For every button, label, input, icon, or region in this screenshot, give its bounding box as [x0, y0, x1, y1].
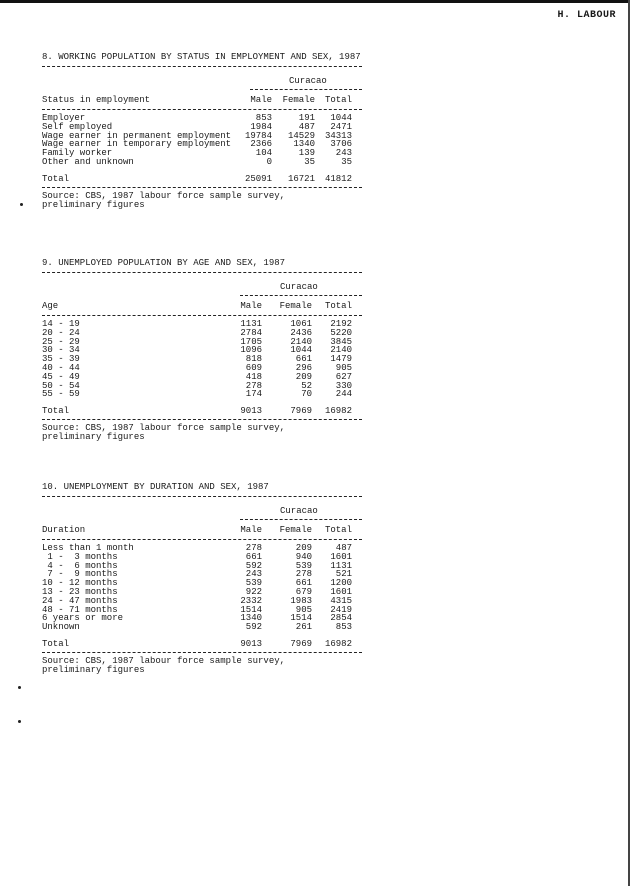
- table-row-total: 853: [335, 622, 352, 633]
- column-header-male: Male: [240, 301, 262, 311]
- total-row-male: 25091: [244, 173, 272, 184]
- table-row-label: 10 - 12 months: [42, 578, 118, 589]
- table-row-male: 0: [266, 157, 272, 167]
- total-row-male: 9013: [240, 406, 262, 417]
- dashed-rule: [42, 419, 362, 420]
- table-row-label: 50 - 54: [42, 380, 80, 391]
- source-note: Source: CBS, 1987 labour force sample survey,: [42, 423, 286, 434]
- table-row-female: 2436: [290, 327, 312, 338]
- table-row-label: 24 - 47 months: [42, 595, 118, 606]
- table-row-label: 20 - 24: [42, 327, 80, 338]
- table-row-female: 2140: [290, 336, 312, 347]
- table-row-label: Less than 1 month: [42, 543, 134, 553]
- dashed-rule: [42, 187, 362, 188]
- column-header-total: Total: [324, 301, 352, 311]
- table-row-female: 1983: [290, 595, 312, 606]
- table-row-label: Other and unknown: [42, 157, 134, 167]
- dashed-rule: [42, 496, 362, 497]
- table-row-total: 1479: [330, 354, 352, 365]
- table-row-female: 209: [295, 543, 312, 553]
- table-row-male: 1514: [240, 604, 262, 615]
- table-row-total: 1131: [330, 560, 352, 571]
- table-row-male: 1131: [240, 319, 262, 329]
- total-row-total: 16982: [324, 406, 352, 417]
- table-row-male: 818: [245, 354, 262, 365]
- table-row-label: Wage earner in permanent employment: [42, 130, 232, 141]
- dashed-rule: [42, 66, 362, 67]
- table-row-label: Unknown: [42, 622, 80, 633]
- table-row-male: 592: [245, 622, 262, 633]
- table-row-female: 52: [301, 380, 312, 391]
- table-row-female: 661: [295, 578, 312, 589]
- table-row-total: 2192: [330, 319, 352, 329]
- table-row-male: 104: [255, 148, 272, 159]
- table-row-male: 1984: [250, 121, 272, 132]
- table-row-label: Employer: [42, 113, 86, 123]
- table-row-male: 661: [245, 551, 262, 562]
- table-row-label: 13 - 23 months: [42, 587, 118, 597]
- column-header-female: Female: [279, 301, 312, 311]
- table-row-total: 521: [335, 569, 352, 580]
- table-row-label: 48 - 71 months: [42, 604, 118, 615]
- total-row-female: 7969: [290, 406, 312, 417]
- group-header: Curacao: [289, 76, 327, 86]
- table-row-total: 2471: [330, 121, 352, 132]
- source-note: Source: CBS, 1987 labour force sample survey,: [42, 190, 286, 201]
- table-row-total: 4315: [330, 595, 352, 606]
- table-row-total: 2419: [330, 604, 352, 615]
- table-title: 8. WORKING POPULATION BY STATUS IN EMPLOYMENT AND SEX, 1987: [42, 52, 361, 62]
- table-row-total: 2140: [330, 345, 352, 356]
- table-row-male: 609: [245, 363, 262, 373]
- table-row-female: 1061: [290, 319, 312, 329]
- column-header-female: Female: [282, 95, 315, 105]
- column-header-total: Total: [324, 95, 352, 105]
- table-row-male: 278: [245, 543, 262, 553]
- table-row-female: 1514: [290, 613, 312, 624]
- table-row-total: 243: [335, 148, 352, 159]
- table-row-label: 4 - 6 months: [42, 560, 118, 571]
- table-row-total: 2854: [330, 613, 352, 624]
- table-row-total: 35: [341, 157, 352, 167]
- table-row-label: 1 - 3 months: [42, 551, 118, 562]
- table-row-male: 278: [245, 380, 262, 391]
- table-row-label: 45 - 49: [42, 371, 80, 382]
- table-row-label: 25 - 29: [42, 336, 80, 347]
- table-row-label: Family worker: [42, 148, 113, 159]
- table-row-female: 139: [298, 148, 315, 159]
- table-row-female: 679: [295, 587, 312, 597]
- dashed-rule: [250, 89, 362, 90]
- scan-mark: [18, 720, 21, 723]
- table-row-total: 627: [335, 371, 352, 382]
- table-row-male: 2784: [240, 327, 262, 338]
- table-row-female: 661: [295, 354, 312, 365]
- dashed-rule: [42, 109, 362, 110]
- scan-mark: [18, 686, 21, 689]
- source-note: Source: CBS, 1987 labour force sample survey,: [42, 656, 286, 666]
- column-header-female: Female: [279, 525, 312, 535]
- table-row-female: 487: [298, 121, 315, 132]
- table-row-female: 940: [295, 551, 312, 562]
- total-row-total: 16982: [324, 639, 352, 649]
- group-header: Curacao: [280, 282, 318, 292]
- total-row-label: Total: [42, 173, 70, 184]
- table-row-female: 278: [295, 569, 312, 580]
- table-row-female: 70: [301, 389, 312, 400]
- table-row-label: 14 - 19: [42, 319, 80, 329]
- source-note: preliminary figures: [42, 199, 145, 210]
- table-row-male: 2332: [240, 595, 262, 606]
- table-title: 9. UNEMPLOYED POPULATION BY AGE AND SEX, 1987: [42, 258, 286, 268]
- column-header-label: Status in employment: [42, 95, 151, 105]
- table-row-total: 3845: [330, 336, 352, 347]
- table-row-male: 418: [245, 371, 262, 382]
- dashed-rule: [42, 272, 362, 273]
- column-header-male: Male: [240, 525, 262, 535]
- table-row-male: 1705: [240, 336, 262, 347]
- table-row-female: 539: [295, 560, 312, 571]
- table-row-female: 1044: [290, 345, 312, 356]
- table-row-total: 1200: [330, 578, 352, 589]
- total-row-label: Total: [42, 406, 70, 417]
- total-row-label: Total: [42, 639, 70, 649]
- table-row-total: 3706: [330, 139, 352, 150]
- column-header-male: Male: [250, 95, 272, 105]
- table-row-male: 592: [245, 560, 262, 571]
- table-row-female: 261: [295, 622, 312, 633]
- table-row-label: 35 - 39: [42, 354, 80, 365]
- table-row-male: 922: [245, 587, 262, 597]
- dashed-rule: [42, 315, 362, 316]
- table-row-male: 853: [255, 113, 272, 123]
- table-row-female: 35: [304, 157, 315, 167]
- table-row-label: 40 - 44: [42, 363, 80, 373]
- table-row-total: 487: [335, 543, 352, 553]
- table-row-male: 2366: [250, 139, 272, 150]
- table-row-male: 1340: [240, 613, 262, 624]
- dashed-rule: [240, 295, 362, 296]
- total-row-female: 7969: [290, 639, 312, 649]
- table-row-female: 905: [295, 604, 312, 615]
- source-note: preliminary figures: [42, 665, 145, 675]
- group-header: Curacao: [280, 506, 318, 516]
- section-header: H. LABOUR: [557, 10, 616, 21]
- table-row-male: 539: [245, 578, 262, 589]
- table-row-total: 34313: [324, 130, 352, 141]
- table-row-label: Wage earner in temporary employment: [42, 139, 232, 150]
- table-title: 10. UNEMPLOYMENT BY DURATION AND SEX, 1987: [42, 482, 269, 492]
- source-note: preliminary figures: [42, 432, 145, 443]
- table-row-label: 30 - 34: [42, 345, 80, 356]
- table-row-total: 5220: [330, 327, 352, 338]
- table-row-total: 905: [335, 363, 352, 373]
- dashed-rule: [240, 519, 362, 520]
- dashed-rule: [42, 539, 362, 540]
- table-row-male: 1096: [240, 345, 262, 356]
- table-row-female: 1340: [293, 139, 315, 150]
- table-row-total: 1601: [330, 587, 352, 597]
- table-row-male: 243: [245, 569, 262, 580]
- table-row-label: 7 - 9 months: [42, 569, 118, 580]
- column-header-label: Duration: [42, 525, 86, 535]
- page-top-border: [0, 0, 630, 3]
- table-row-total: 244: [335, 389, 352, 400]
- table-row-male: 19784: [244, 130, 272, 141]
- table-row-female: 296: [295, 363, 312, 373]
- total-row-female: 16721: [287, 173, 315, 184]
- total-row-total: 41812: [324, 173, 352, 184]
- column-header-total: Total: [324, 525, 352, 535]
- scan-mark: [20, 203, 23, 206]
- table-row-total: 330: [335, 380, 352, 391]
- table-row-total: 1044: [330, 113, 352, 123]
- table-row-total: 1601: [330, 551, 352, 562]
- table-row-female: 209: [295, 371, 312, 382]
- table-row-label: 6 years or more: [42, 613, 124, 624]
- table-row-female: 191: [298, 113, 315, 123]
- table-row-male: 174: [245, 389, 262, 400]
- table-row-female: 14529: [287, 130, 315, 141]
- total-row-male: 9013: [240, 639, 262, 649]
- column-header-label: Age: [42, 301, 59, 311]
- table-row-label: Self employed: [42, 121, 113, 132]
- dashed-rule: [42, 652, 362, 653]
- table-row-label: 55 - 59: [42, 389, 80, 400]
